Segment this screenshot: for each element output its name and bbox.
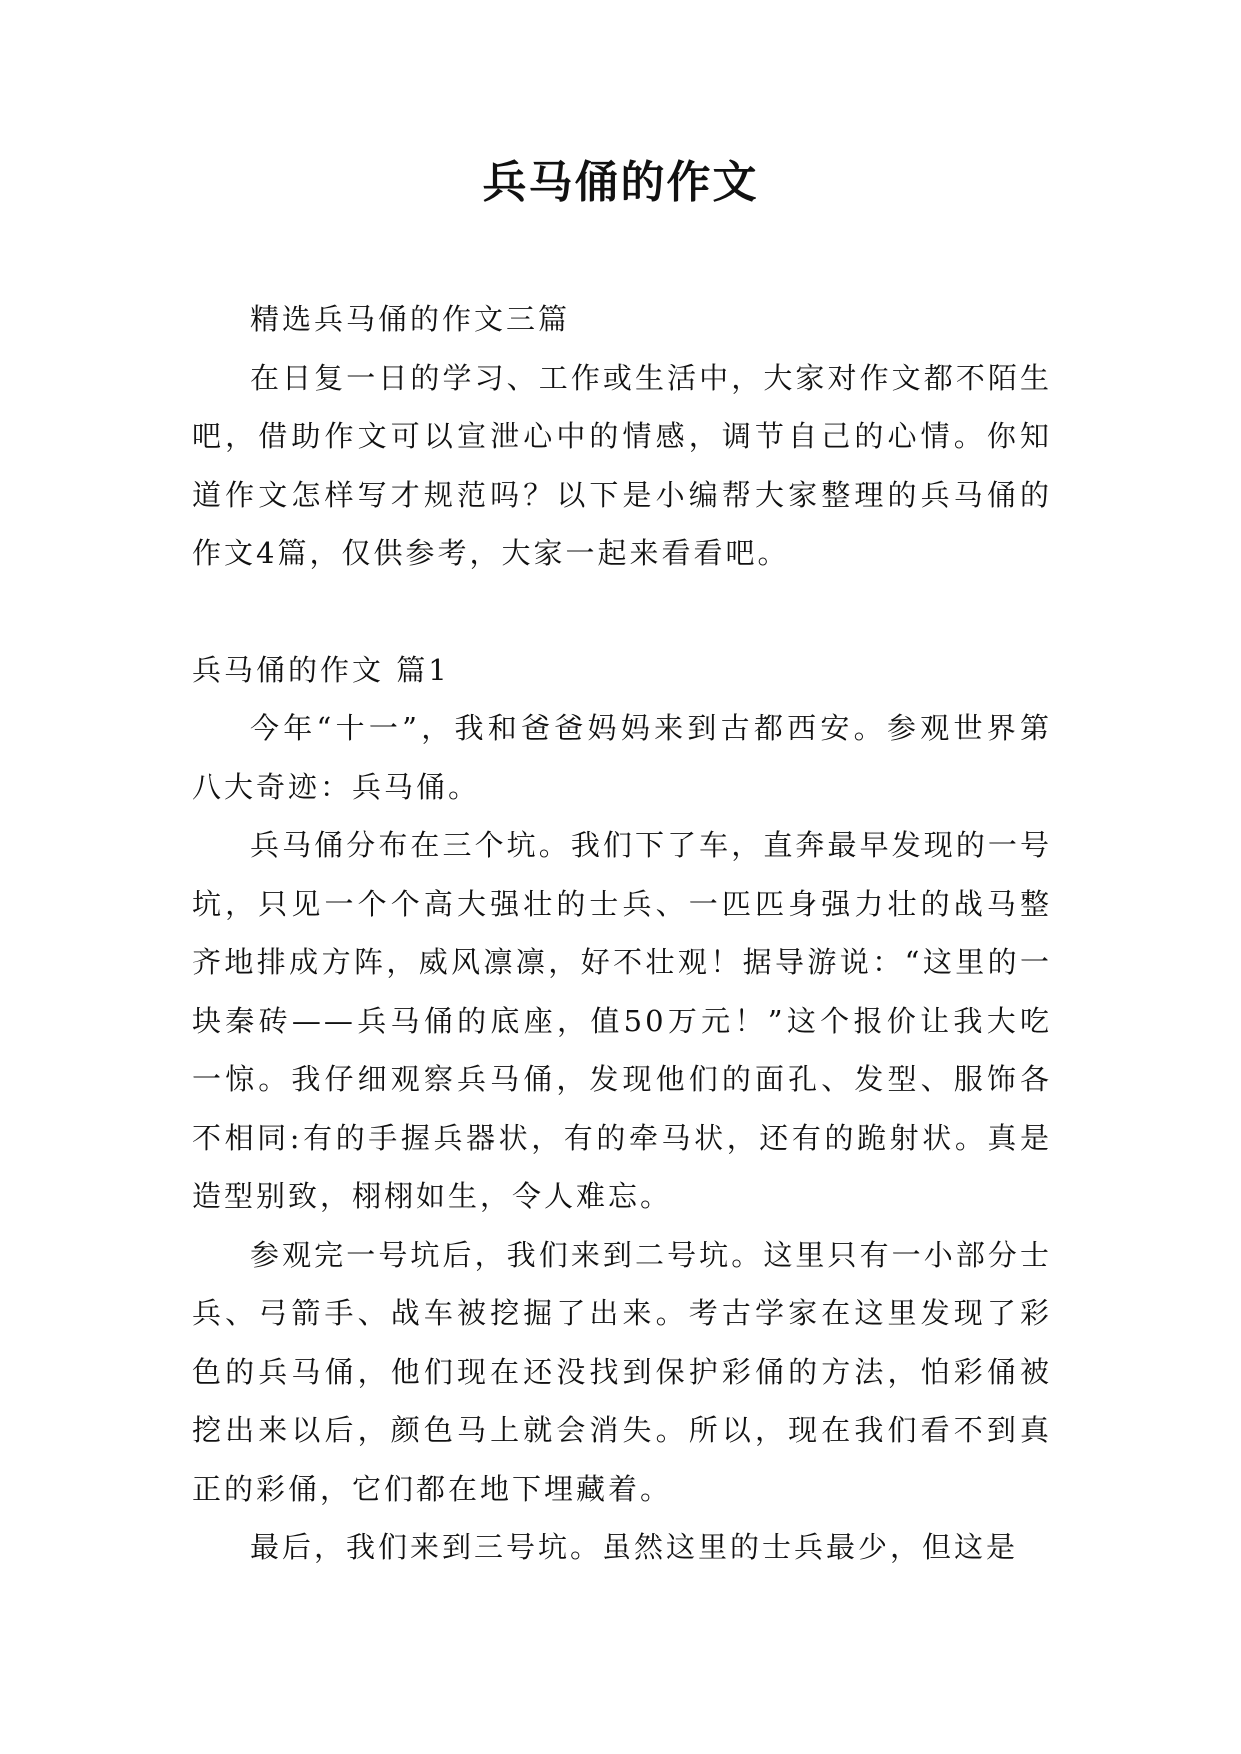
body-paragraph-3: 参观完一号坑后，我们来到二号坑。这里只有一小部分士兵、弓箭手、战车被挖掘了出来。考古学家在这里发现了彩色的兵马俑，他们现在还没找到保护彩俑的方法，怕彩俑被挖出来以后，颜色马上就会消失。所以，现在我们看不到真正的彩俑，它们都在地下埋藏着。 (192, 1237, 1052, 1506)
body-paragraph-2: 兵马俑分布在三个坑。我们下了车，直奔最早发现的一号坑，只见一个个高大强壮的士兵、一匹匹身强力壮的战马整齐地排成方阵，威风凛凛，好不壮观！据导游说：“这里的一块秦砖——兵马俑的底座，值50万元！”这个报价让我大吃一惊。我仔细观察兵马俑，发现他们的面孔、发型、服饰各不相同:有的手握兵器状，有的牵马状，还有的跪射状。真是造型别致，栩栩如生，令人难忘。 (192, 828, 1052, 1213)
document-body (192, 290, 1052, 1577)
body-paragraph-1: 今年“十一”，我和爸爸妈妈来到古都西安。参观世界第八大奇迹：兵马俑。 (192, 711, 1052, 804)
body-paragraph-4: 最后，我们来到三号坑。虽然这里的士兵最少，但这是 (250, 1530, 1019, 1564)
section-heading: 兵马俑的作文 篇1 (192, 652, 450, 687)
intro-paragraph: 在日复一日的学习、工作或生活中，大家对作文都不陌生吧，借助作文可以宣泄心中的情感，调节自己的心情。你知道作文怎样写才规范吗？以下是小编帮大家整理的兵马俑的作文4篇，仅供参考，大家一起来看看吧。 (192, 360, 1052, 570)
document-subtitle: 精选兵马俑的作文三篇 (250, 302, 571, 336)
document-title: 兵马俑的作文 (482, 157, 759, 208)
